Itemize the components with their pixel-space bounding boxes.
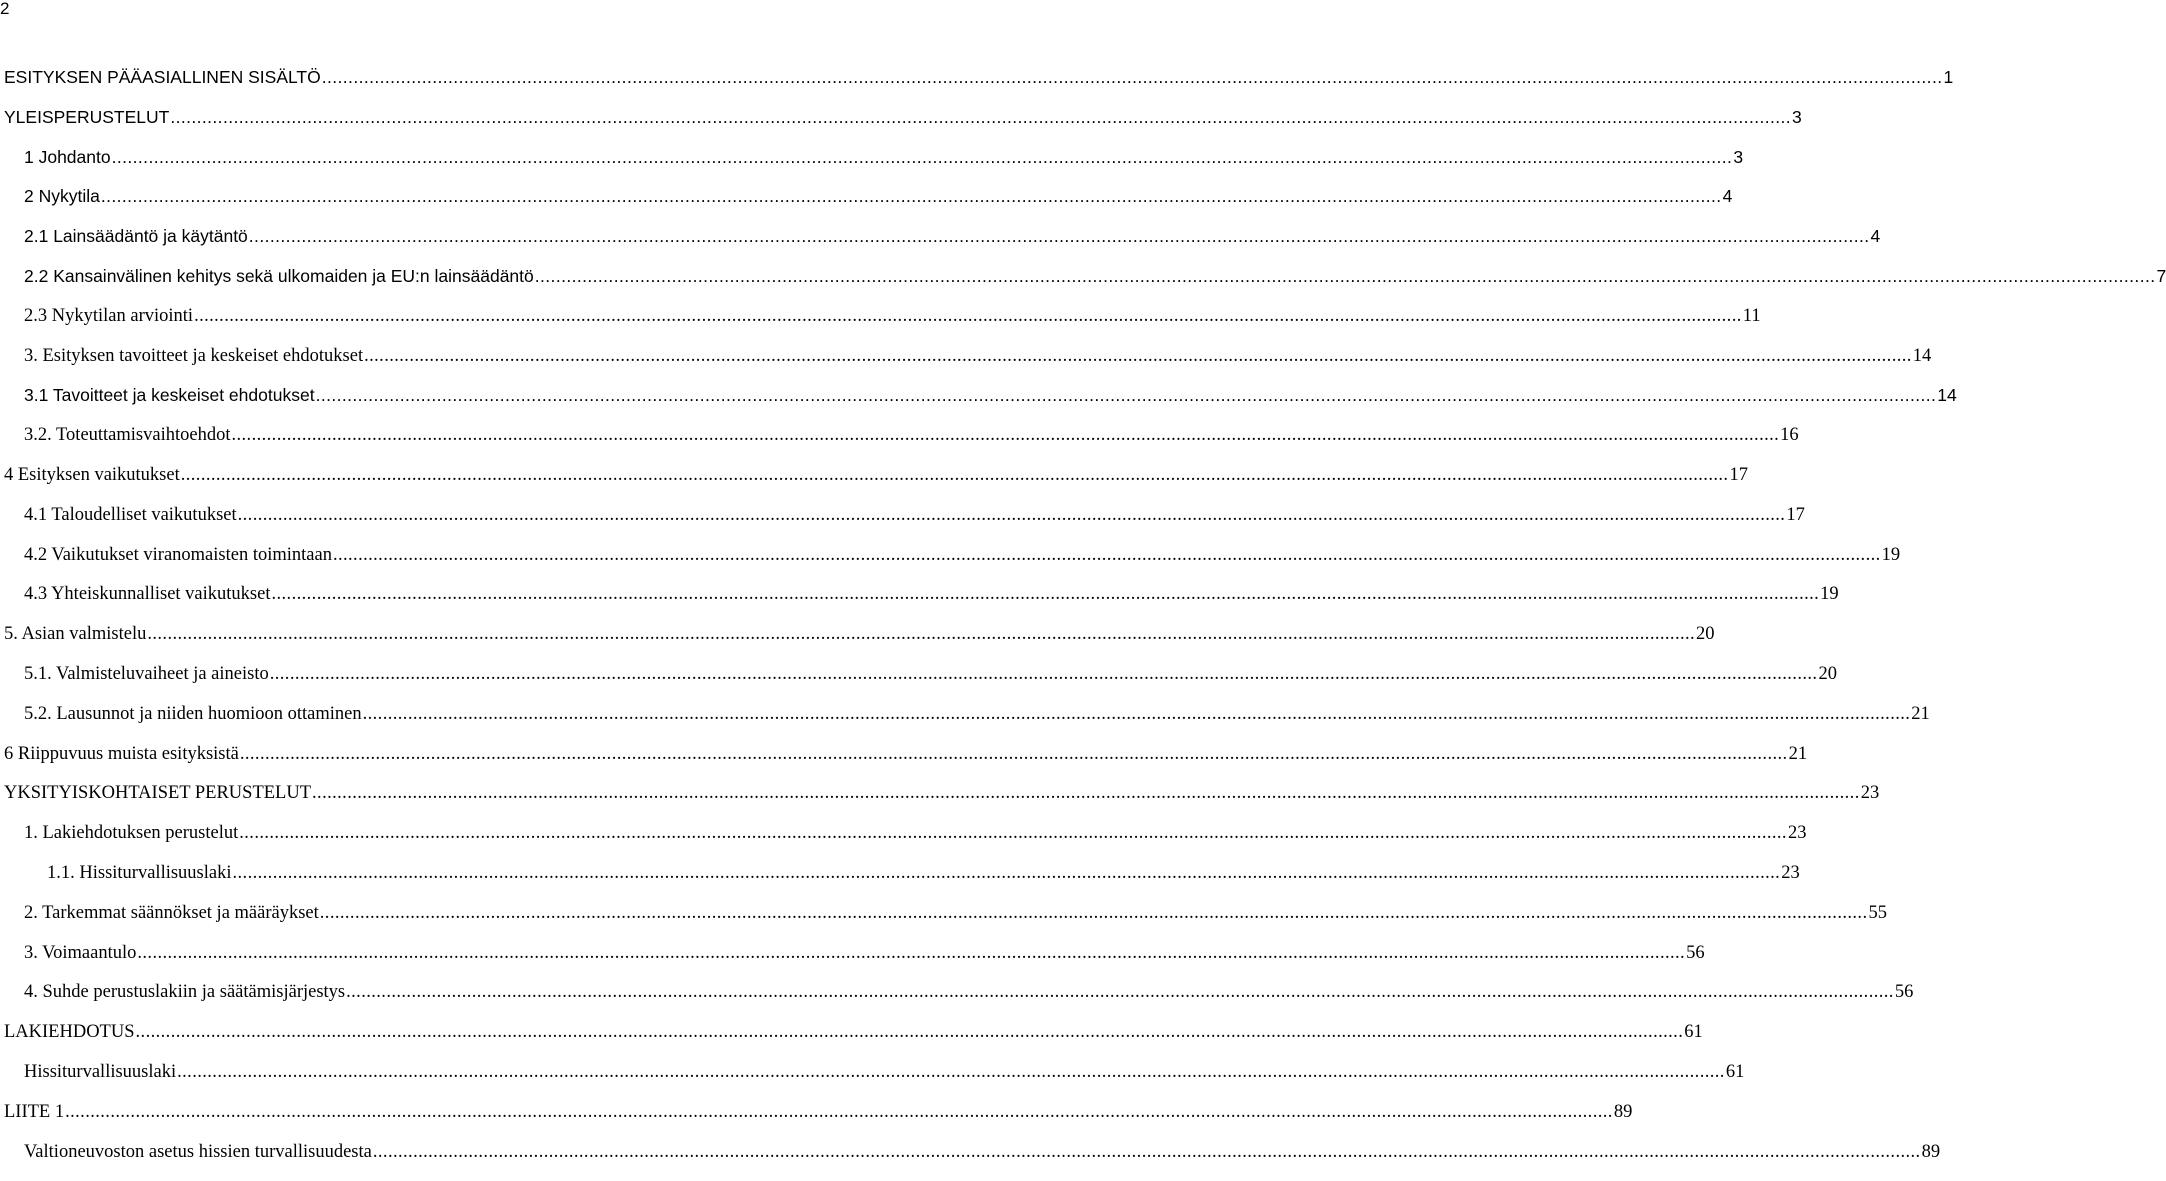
- toc-entry-title: 4. Suhde perustuslakiin ja säätämisjärjestys: [24, 982, 346, 1003]
- toc-leader-dots: [320, 900, 1868, 926]
- toc-leader-dots: [312, 780, 1860, 806]
- toc-entry-title: 3.1 Tavoitteet ja keskeiset ehdotukset: [24, 385, 315, 406]
- toc-leader-dots: [170, 104, 1791, 130]
- toc-entry-title: 2.2 Kansainvälinen kehitys sekä ulkomaiden ja EU:n lainsäädäntö: [24, 266, 534, 286]
- toc-entry-title: Valtioneuvoston asetus hissien turvallisuudesta: [24, 1141, 372, 1162]
- toc-entry-page: 16: [1780, 425, 1799, 446]
- toc-leader-dots: [136, 1019, 1684, 1045]
- toc-entry-title: 4.2 Vaikutukset viranomaisten toimintaan: [24, 544, 332, 565]
- toc-entry: [0, 104, 1802, 130]
- toc-entry-title: ESITYKSEN PÄÄASIALLINEN SISÄLTÖ: [4, 67, 321, 87]
- toc-entry: [0, 263, 2166, 289]
- toc-entry: [0, 701, 1930, 727]
- toc-leader-dots: [240, 741, 1788, 767]
- toc-entry-page: 23: [1787, 823, 1807, 844]
- toc-entry: [0, 1099, 1633, 1125]
- toc-entry-page: 20: [1818, 664, 1837, 684]
- toc-leader-dots: [346, 979, 1894, 1005]
- toc-entry-page: 23: [1860, 783, 1880, 804]
- toc-entry-title: 3.2. Toteuttamisvaihtoehdot: [24, 425, 231, 446]
- toc-entry-title: 3. Voimaantulo: [24, 942, 137, 963]
- toc-entry: [0, 502, 1805, 528]
- toc-entry: [0, 343, 1932, 369]
- toc-entry: [0, 382, 1957, 408]
- toc-entry-page: 14: [1912, 345, 1932, 366]
- toc-entry-page: 89: [1921, 1141, 1941, 1162]
- toc-entry-page: 19: [1820, 584, 1839, 605]
- toc-entry-page: 89: [1613, 1101, 1633, 1122]
- toc-entry-page: 4: [1722, 186, 1733, 207]
- toc-leader-dots: [181, 462, 1729, 488]
- toc-leader-dots: [238, 502, 1786, 528]
- toc-leader-dots: [112, 144, 1733, 170]
- toc-entry: [0, 64, 1954, 90]
- toc-entry-page: 55: [1868, 902, 1887, 923]
- toc-entry-title: 2.1 Lainsäädäntö ja käytäntö: [24, 226, 248, 247]
- toc-leader-dots: [233, 860, 1781, 886]
- toc-entry-page: 19: [1881, 544, 1901, 565]
- toc-leader-dots: [535, 263, 2156, 289]
- toc-entry-page: 56: [1894, 982, 1914, 1003]
- toc-entry: [0, 1019, 1703, 1045]
- toc-entry: [0, 144, 1744, 170]
- toc-leader-dots: [101, 183, 1722, 209]
- toc-entry-page: 21: [1788, 743, 1808, 764]
- toc-entry: [0, 979, 1914, 1005]
- toc-entry-title: 4 Esityksen vaikutukset: [4, 465, 180, 485]
- toc-entry: [0, 661, 1837, 687]
- toc-entry-page: 23: [1781, 863, 1800, 883]
- toc-leader-dots: [249, 223, 1870, 249]
- toc-entry-title: 1 Johdanto: [24, 146, 111, 167]
- toc-leader-dots: [363, 701, 1911, 727]
- toc-leader-dots: [373, 1139, 1921, 1165]
- toc-entry-page: 17: [1786, 504, 1805, 525]
- toc-entry-page: 20: [1696, 624, 1715, 645]
- toc-entry-title: YLEISPERUSTELUT: [4, 106, 170, 127]
- page-number: 2: [0, 0, 10, 18]
- toc-entry-title: 4.3 Yhteiskunnalliset vaikutukset: [24, 584, 271, 605]
- toc-leader-dots: [137, 940, 1685, 966]
- toc-entry-title: 1.1. Hissiturvallisuuslaki: [47, 863, 232, 883]
- toc-leader-dots: [271, 581, 1819, 607]
- toc-entry-page: 61: [1684, 1022, 1703, 1043]
- toc-entry-page: 3: [1792, 106, 1802, 127]
- toc-entry-page: 14: [1937, 385, 1957, 406]
- toc-entry: [0, 223, 1881, 249]
- toc-entry-page: 21: [1911, 703, 1930, 724]
- toc-entry-title: Hissiturvallisuuslaki: [24, 1062, 177, 1082]
- toc-entry-title: 5. Asian valmistelu: [4, 624, 147, 645]
- toc-leader-dots: [177, 1059, 1725, 1085]
- toc-entry: [0, 940, 1705, 966]
- toc-entry-page: 3: [1733, 146, 1744, 167]
- toc-leader-dots: [194, 303, 1742, 329]
- toc-entry: [0, 1059, 1745, 1085]
- toc-entry: [0, 303, 1761, 329]
- toc-entry-title: LAKIEHDOTUS: [4, 1022, 135, 1043]
- toc-entry-title: 2.3 Nykytilan arviointi: [24, 305, 194, 326]
- toc-entry-page: 61: [1725, 1062, 1745, 1082]
- toc-entry: [0, 542, 1901, 568]
- toc-entry-title: 2. Tarkemmat säännökset ja määräykset: [24, 902, 319, 923]
- toc-entry: [0, 621, 1715, 647]
- toc-entry-title: 5.2. Lausunnot ja niiden huomioon ottaminen: [24, 703, 362, 724]
- toc-entry-title: 2 Nykytila: [24, 186, 100, 207]
- toc-entry: [0, 900, 1887, 926]
- toc-leader-dots: [333, 542, 1881, 568]
- toc-entry-page: 56: [1686, 942, 1705, 963]
- toc-leader-dots: [270, 661, 1818, 687]
- toc-entry-title: 3. Esityksen tavoitteet ja keskeiset ehdotukset: [24, 345, 364, 366]
- toc-entry-title: 4.1 Taloudelliset vaikutukset: [24, 504, 237, 525]
- toc-entry: [0, 422, 1799, 448]
- toc-leader-dots: [147, 621, 1695, 647]
- toc-entry-title: YKSITYISKOHTAISET PERUSTELUT: [4, 783, 312, 804]
- toc-entry-page: 11: [1742, 305, 1761, 326]
- toc-entry-page: 1: [1943, 67, 1954, 87]
- toc-entry: [0, 183, 1733, 209]
- toc-entry: [0, 462, 1748, 488]
- toc-entry-title: LIITE 1: [4, 1101, 65, 1122]
- toc-leader-dots: [316, 382, 1937, 408]
- toc-leader-dots: [65, 1099, 1613, 1125]
- toc-leader-dots: [239, 820, 1787, 846]
- toc-entry-title: 5.1. Valmisteluvaiheet ja aineisto: [24, 664, 269, 684]
- toc-entry: [0, 741, 1808, 767]
- toc-entry: [0, 780, 1880, 806]
- toc-entry-page: 7: [2156, 266, 2166, 286]
- toc-entry-page: 17: [1729, 465, 1748, 485]
- toc-entry-title: 1. Lakiehdotuksen perustelut: [24, 823, 239, 844]
- toc-leader-dots: [231, 422, 1779, 448]
- toc-entry-page: 4: [1870, 226, 1881, 247]
- toc-entry: [0, 581, 1839, 607]
- toc-leader-dots: [364, 343, 1912, 369]
- toc-entry-title: 6 Riippuvuus muista esityksistä: [4, 743, 239, 764]
- toc-entry: [0, 820, 1807, 846]
- toc-entry: [0, 860, 1800, 886]
- toc-leader-dots: [322, 64, 1943, 90]
- toc-entry: [0, 1139, 1941, 1165]
